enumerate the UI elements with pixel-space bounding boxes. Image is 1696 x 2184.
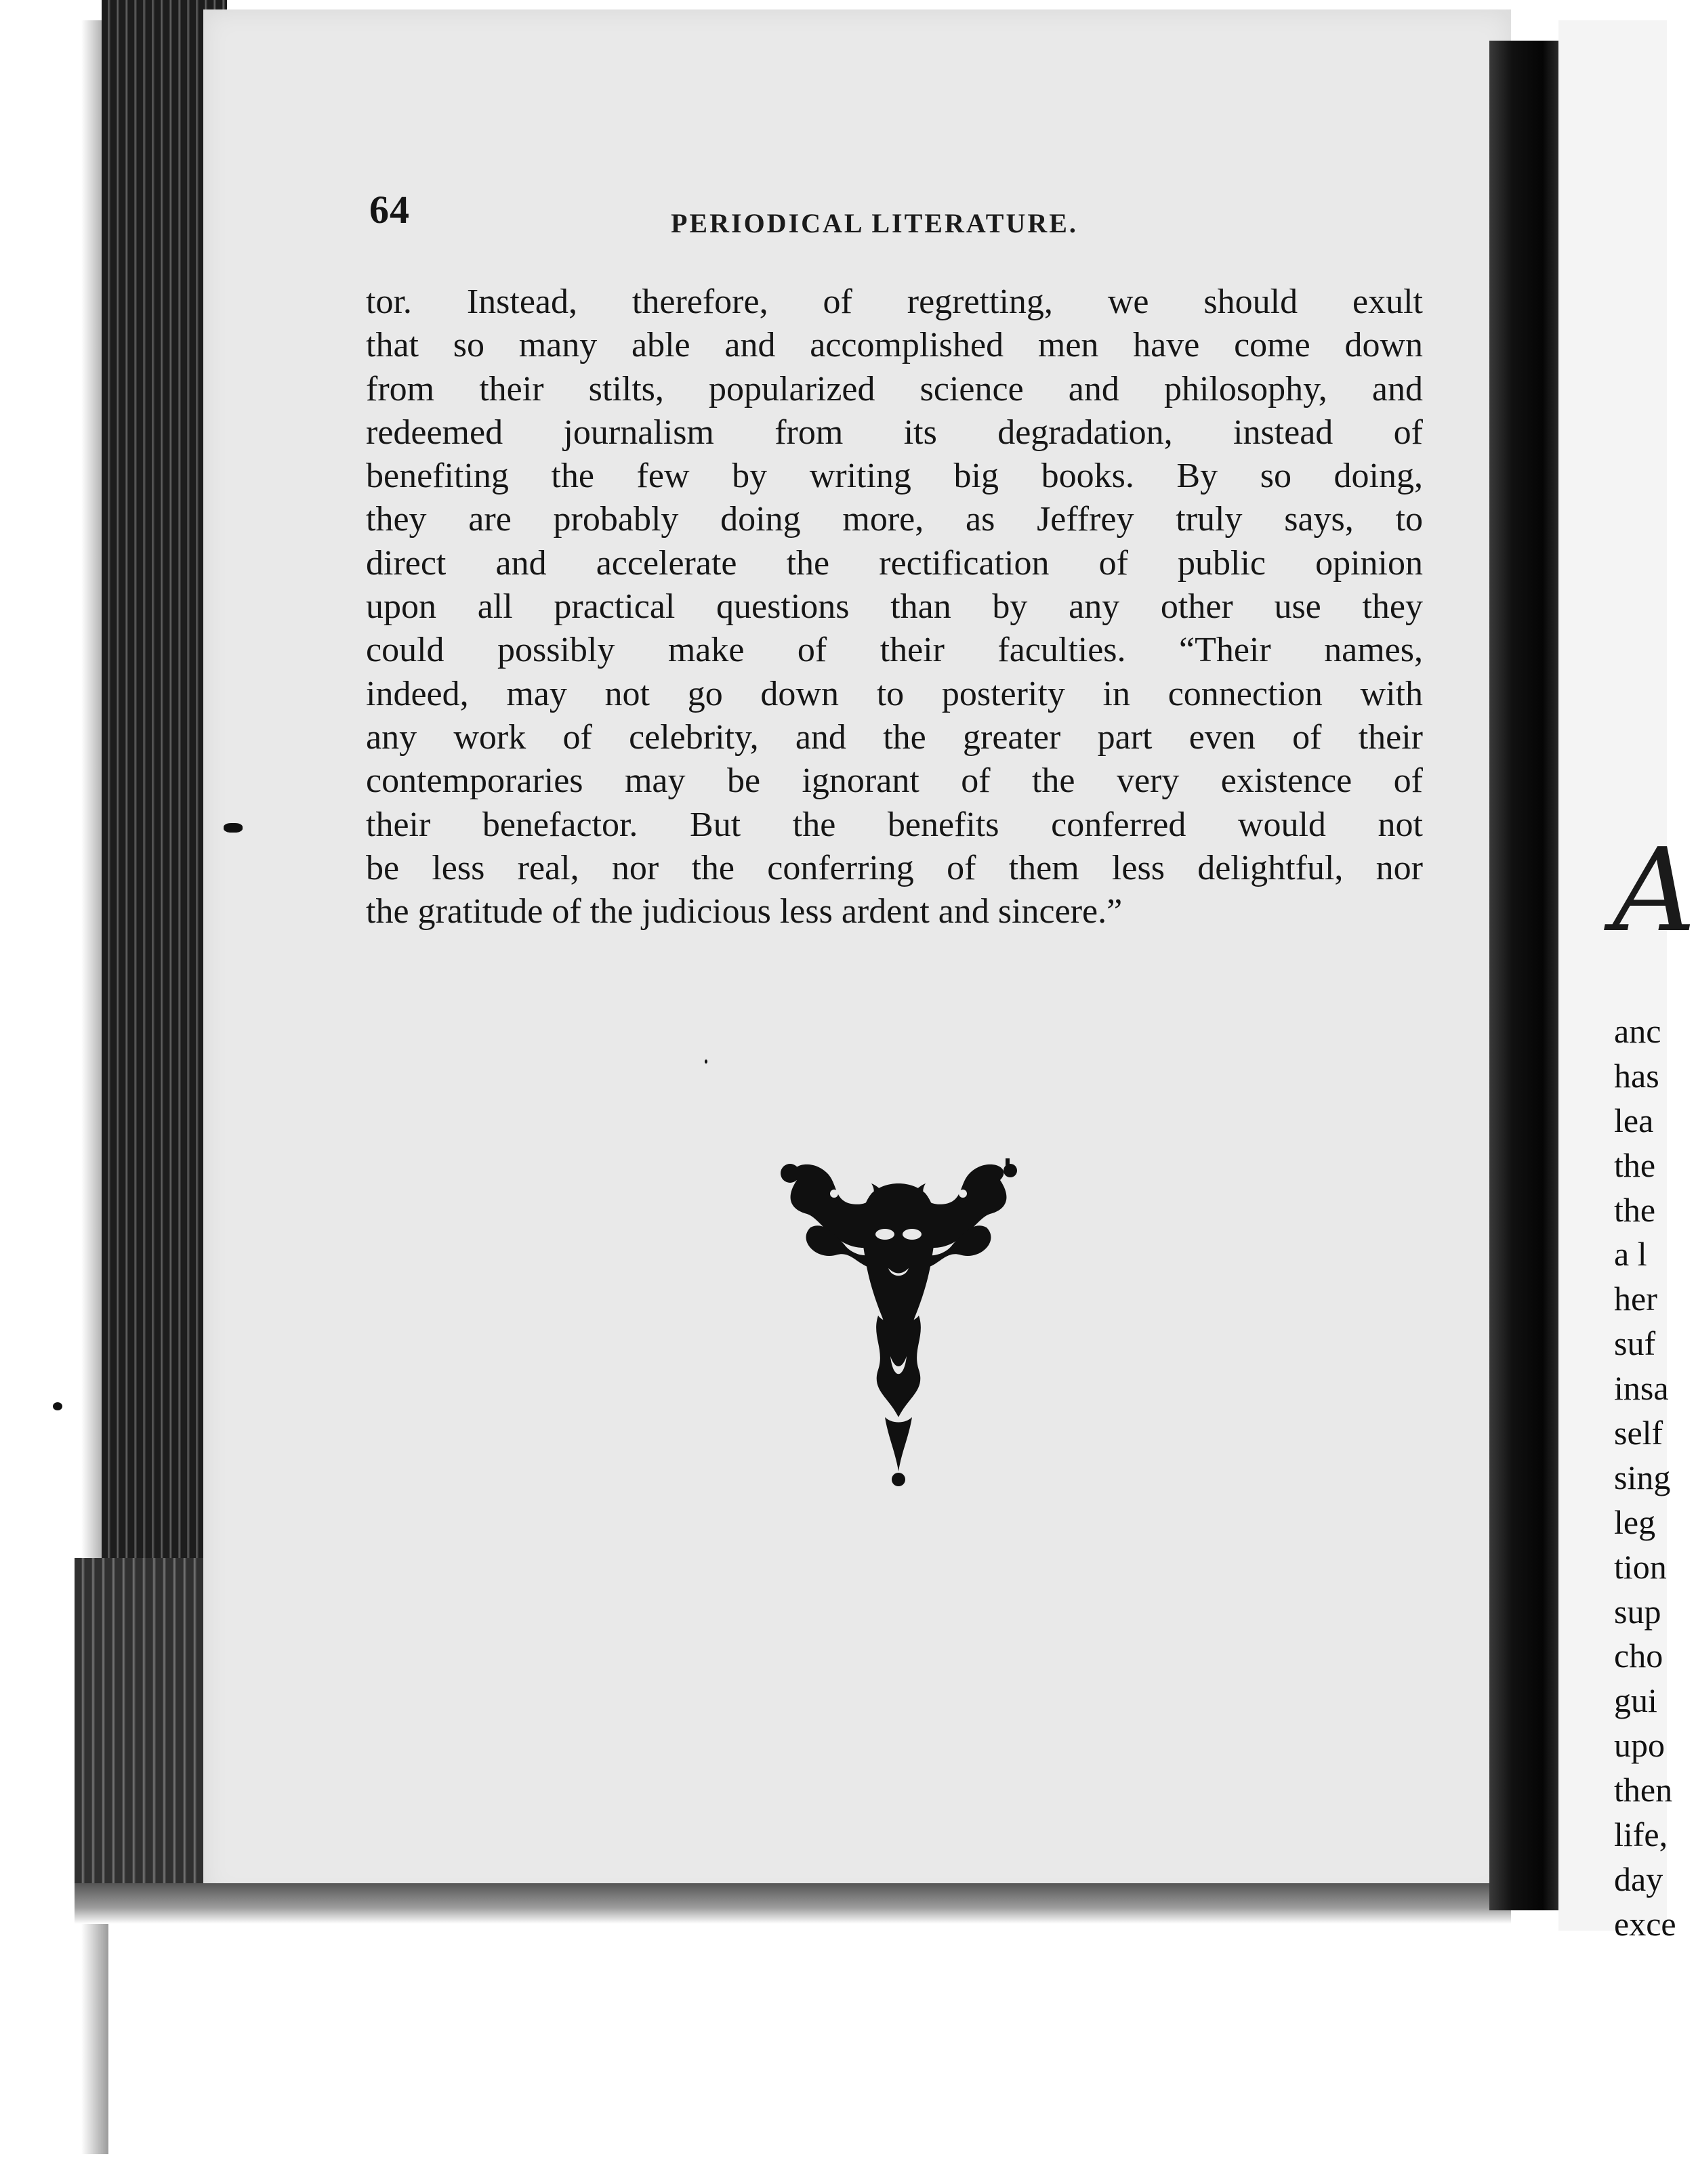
text-line: that so many able and accomplished men have come down — [366, 326, 1423, 365]
text-fragment: lea — [1614, 1101, 1654, 1139]
ink-speck — [53, 1402, 62, 1410]
text-line: indeed, may not go down to posterity in connection with — [366, 674, 1423, 713]
page-stack-edge-lower — [75, 1558, 210, 1883]
text-line: tor. Instead, therefore, of regretting, we should exult — [366, 282, 1423, 321]
page-bottom-shadow — [75, 1883, 1511, 1924]
text-fragment: has — [1614, 1056, 1659, 1095]
text-line: the gratitude of the judicious less ardent and sincere.” — [366, 892, 1123, 931]
text-fragment: tion — [1614, 1547, 1667, 1586]
text-fragment: exce — [1614, 1904, 1676, 1943]
text-fragment: gui — [1614, 1681, 1657, 1720]
text-fragment: then — [1614, 1771, 1673, 1809]
text-line: from their stilts, popularized science and philosophy, and — [366, 369, 1423, 408]
text-line: they are probably doing more, as Jeffrey truly says, to — [366, 500, 1423, 539]
text-fragment: anc — [1614, 1012, 1661, 1050]
running-head: PERIODICAL LITERATURE. — [671, 208, 1078, 238]
floral-tailpiece-icon — [770, 1153, 1027, 1505]
text-fragment: sing — [1614, 1458, 1671, 1496]
page-number: 64 — [369, 188, 410, 232]
text-line: benefiting the few by writing big books. By so doing, — [366, 457, 1423, 496]
text-line: direct and accelerate the rectification of public opinion — [366, 543, 1423, 583]
text-line: could possibly make of their faculties. “Their names, — [366, 631, 1423, 670]
book-gutter — [1489, 41, 1565, 1910]
text-fragment: upo — [1614, 1726, 1665, 1765]
text-fragment: her — [1614, 1280, 1657, 1318]
text-line: upon all practical questions than by any other use they — [366, 587, 1423, 627]
text-fragment: suf — [1614, 1324, 1656, 1363]
ink-speck — [705, 1059, 707, 1064]
text-fragment: insa — [1614, 1369, 1669, 1408]
adjacent-page — [1558, 20, 1696, 1943]
text-fragment: day — [1614, 1860, 1663, 1898]
text-fragment: sup — [1614, 1592, 1661, 1631]
text-line: be less real, nor the conferring of them less delightful, nor — [366, 848, 1423, 887]
text-fragment: life, — [1614, 1815, 1668, 1854]
text-line: their benefactor. But the benefits conferred would not — [366, 805, 1423, 844]
body-text — [366, 280, 1423, 933]
text-fragment: the — [1614, 1190, 1656, 1229]
text-fragment: the — [1614, 1146, 1656, 1184]
text-line: redeemed journalism from its degradation, instead of — [366, 413, 1423, 452]
ink-speck — [224, 823, 243, 833]
decorative-initial: A — [1613, 824, 1696, 958]
text-fragment: a l — [1614, 1235, 1647, 1274]
text-fragment: self — [1614, 1414, 1663, 1452]
text-line: contemporaries may be ignorant of the very existence of — [366, 761, 1423, 801]
book-page — [203, 9, 1511, 1899]
text-fragment: leg — [1614, 1503, 1656, 1541]
adjacent-page-text — [1614, 1009, 1676, 1947]
text-fragment: cho — [1614, 1637, 1663, 1675]
text-line: any work of celebrity, and the greater part even of their — [366, 717, 1423, 757]
